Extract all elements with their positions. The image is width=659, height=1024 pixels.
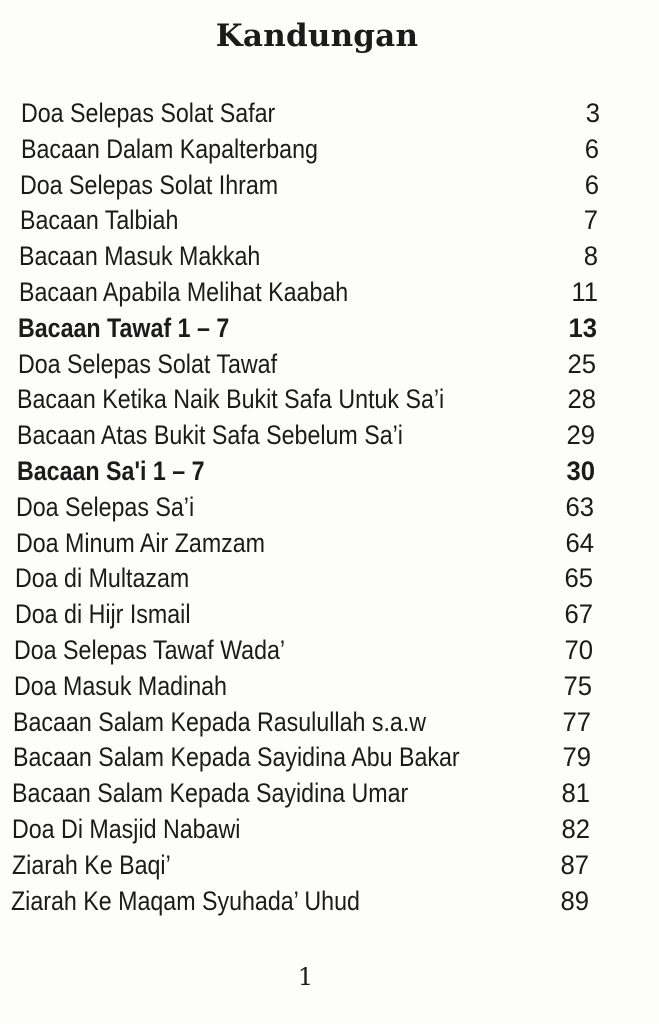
toc-entry-title: Bacaan Salam Kepada Sayidina Umar: [12, 778, 409, 809]
toc-entry-title: Bacaan Talbiah: [19, 205, 179, 236]
toc-entry: [17, 381, 637, 417]
toc-entry-page: 75: [563, 670, 592, 701]
toc-entry: [20, 167, 640, 203]
toc-entry-title: Ziarah Ke Baqi’: [11, 849, 171, 880]
toc-entry-page: 70: [563, 635, 593, 665]
toc-entry-title: Bacaan Dalam Kapalterbang: [20, 133, 318, 164]
toc-entry-page: 79: [562, 742, 591, 773]
toc-entry-title: Doa Selepas Solat Tawaf: [17, 348, 277, 379]
page-number: 1: [297, 963, 314, 991]
toc-entry-page: 8: [583, 241, 598, 272]
toc-entry: [16, 525, 636, 561]
toc-entry-page: 87: [560, 849, 590, 880]
toc-entry-title: Doa Selepas Sa’i: [16, 491, 195, 522]
toc-entry: [14, 632, 634, 668]
toc-entry: [18, 310, 638, 346]
toc-entry-title: Doa Minum Air Zamzam: [15, 527, 265, 558]
toc-entry-title: Ziarah Ke Maqam Syuhada’ Uhud: [11, 885, 361, 916]
toc-entry-title: Doa Di Masjid Nabawi: [12, 814, 241, 844]
toc-entry-title: Bacaan Atas Bukit Safa Sebelum Sa’i: [16, 420, 403, 451]
toc-entry-title: Bacaan Salam Kepada Sayidina Abu Bakar: [12, 742, 460, 773]
toc-entry-title: Bacaan Salam Kepada Rasulullah s.a.w: [13, 706, 427, 737]
toc-entry: [20, 202, 640, 238]
toc-entry-page: 7: [584, 205, 599, 236]
toc-entry-page: 77: [562, 706, 592, 737]
toc-entry: [21, 95, 641, 131]
toc-entry: [21, 131, 641, 167]
toc-entry-page: 82: [561, 814, 590, 844]
toc-entry-page: 30: [566, 456, 595, 486]
toc-entry: [16, 489, 636, 525]
toc-entry-title: Bacaan Tawaf 1 – 7: [18, 312, 230, 343]
toc-entry: [13, 739, 633, 775]
toc-entry-title: Bacaan Apabila Melihat Kaabah: [18, 277, 348, 307]
toc-entry-page: 29: [566, 420, 596, 451]
toc-entry-title: Doa di Multazam: [15, 563, 190, 594]
toc-entry: [17, 453, 637, 489]
toc-entry: [19, 238, 639, 274]
toc-entry-title: Bacaan Masuk Makkah: [19, 241, 261, 272]
page-title: Kandungan: [215, 18, 419, 54]
toc-entry-page: 6: [585, 133, 600, 164]
toc-entry: [14, 668, 634, 704]
table-of-contents: [0, 95, 659, 935]
toc-entry: [12, 847, 632, 883]
toc-entry: [12, 811, 632, 847]
toc-entry: [18, 346, 638, 382]
toc-entry-page: 6: [584, 169, 599, 200]
toc-entry: [19, 274, 639, 310]
toc-entry: [17, 417, 637, 453]
toc-entry-page: 3: [585, 98, 600, 128]
toc-entry-title: Doa Selepas Solat Safar: [21, 98, 276, 128]
toc-entry-title: Doa di Hijr Ismail: [14, 599, 191, 630]
toc-entry-title: Doa Masuk Madinah: [13, 670, 227, 701]
toc-entry: [11, 883, 631, 919]
toc-entry-page: 65: [564, 563, 594, 594]
toc-entry: [13, 704, 633, 740]
toc-entry-page: 11: [570, 277, 598, 307]
toc-entry-page: 25: [567, 348, 597, 379]
toc-entry-title: Doa Selepas Solat Ihram: [20, 169, 279, 200]
toc-entry-page: 67: [564, 599, 593, 630]
toc-entry-title: Bacaan Sa'i 1 – 7: [16, 456, 205, 486]
toc-entry-page: 81: [561, 778, 591, 809]
toc-entry-page: 63: [565, 491, 595, 522]
toc-entry-page: 28: [567, 384, 596, 415]
toc-entry: [12, 775, 632, 811]
toc-entry-page: 64: [565, 527, 594, 558]
toc-entry: [15, 560, 635, 596]
toc-entry-title: Doa Selepas Tawaf Wada’: [14, 635, 286, 665]
toc-entry-title: Bacaan Ketika Naik Bukit Safa Untuk Sa’i: [17, 384, 445, 415]
toc-entry-page: 89: [560, 885, 589, 916]
toc-entry: [15, 596, 635, 632]
toc-entry-page: 13: [568, 312, 597, 343]
